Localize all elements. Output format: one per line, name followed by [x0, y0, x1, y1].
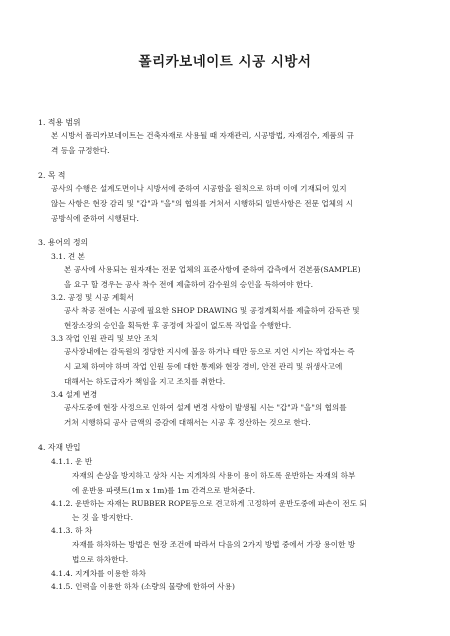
subsection-3-3-heading: 3.3 작업 인원 관리 및 보안 조치	[51, 334, 159, 343]
subsection-3-3-text-line: 공사장내에는 감독원의 정당한 지시에 불응 하거나 태만 등으로 지연 시키는 작업자는 즉	[64, 347, 355, 356]
subsection-4-1-2-heading: 4.1.2. 운반하는 자재는 RUBBER ROPE등으로 견고하게 고정하여 운반도중에 파손이 전도 되	[51, 499, 367, 508]
subsection-3-3-text-line: 시 교체 하여야 하며 작업 인원 등에 대한 통제와 현장 경비, 안전 관리 및 위생사고에	[64, 362, 343, 371]
section-1-text-line: 격 등을 규정한다.	[51, 146, 110, 155]
subsection-4-1-3-text-line: 자재를 하차하는 방법은 현장 조건에 따라서 다음의 2가지 방법 중에서 가장 용이한 방	[72, 540, 356, 549]
subsection-3-4-text-line: 거쳐 시행하되 공사 금액의 증감에 대해서는 시공 후 정산하는 것으로 한다.	[64, 418, 311, 427]
subsection-3-1-heading: 3.1. 견 본	[51, 252, 85, 261]
subsection-3-4-heading: 3.4 설계 변경	[51, 390, 98, 399]
subsection-3-1-text-line: 본 공사에 사용되는 원자재는 전문 업체의 표준사항에 준하여 갑측에서 견본품(SAMPLE)	[64, 265, 361, 274]
subsection-4-1-1-text-line: 자재의 손상을 방지하고 상차 시는 지게차의 사용이 용이 하도록 운반하는 자재의 하부	[72, 471, 356, 480]
subsection-3-2-text-line: 공사 착공 전에는 시공에 필요한 SHOP DRAWING 및 공정계획서를 제출하여 감독관 및	[64, 306, 360, 315]
subsection-4-1-1-text-line: 에 운반용 파렛트(1m x 1m)를 1m 간격으로 받쳐준다.	[72, 486, 255, 495]
section-4-heading: 4. 자재 반입	[38, 443, 81, 452]
subsection-4-1-4-heading: 4.1.4. 지게차를 이용한 하차	[51, 569, 146, 578]
section-2-text-line: 공방식에 준하여 시행된다.	[51, 214, 139, 223]
section-2-heading: 2. 목 적	[38, 171, 66, 180]
subsection-4-1-3-heading: 4.1.3. 하 차	[51, 526, 93, 535]
subsection-4-1-2-text-line: 는 것 을 방지한다.	[72, 513, 134, 522]
subsection-3-4-text-line: 공사도중에 현장 사정으로 인하여 설계 변경 사항이 발생될 시는 "갑"과 "을"의 협의를	[64, 403, 347, 412]
subsection-3-2-text-line: 현장소장의 승인을 획득한 후 공정에 차질이 없도록 작업을 수행한다.	[64, 321, 292, 330]
section-1-text-line: 본 시방서 폴리카보네이트는 건축자재로 사용될 때 자재관리, 시공방법, 자재검수, 제품의 규	[51, 131, 354, 140]
subsection-3-3-text-line: 대해서는 하도급자가 책임을 지고 조치를 취한다.	[64, 377, 226, 386]
section-2-text-line: 않는 사항은 현장 감리 및 "갑"과 "을"의 협의를 거쳐서 시행하되 일반사항은 전문 업체의 시	[51, 199, 354, 208]
subsection-3-1-text-line: 을 요구 할 경우는 공사 착수 전에 제출하여 감수원의 승인을 득하여야 한다.	[64, 280, 314, 289]
subsection-4-1-5-heading: 4.1.5. 인력을 이용한 하차 (소량의 물량에 한하여 사용)	[51, 582, 235, 591]
section-2-text-line: 공사의 수행은 설계도면이나 시방서에 준하여 시공함을 원칙으로 하며 이에 기재되어 있지	[51, 184, 347, 193]
subsection-4-1-3-text-line: 법으로 하차한다.	[72, 555, 129, 564]
subsection-3-2-heading: 3.2. 공정 및 시공 계획서	[51, 293, 134, 302]
subsection-4-1-1-heading: 4.1.1. 운 반	[51, 457, 93, 466]
section-1-heading: 1. 적용 범위	[38, 118, 81, 127]
document-title: 폴리카보네이트 시공 시방서	[138, 54, 312, 70]
section-3-heading: 3. 용어의 정의	[38, 238, 89, 247]
